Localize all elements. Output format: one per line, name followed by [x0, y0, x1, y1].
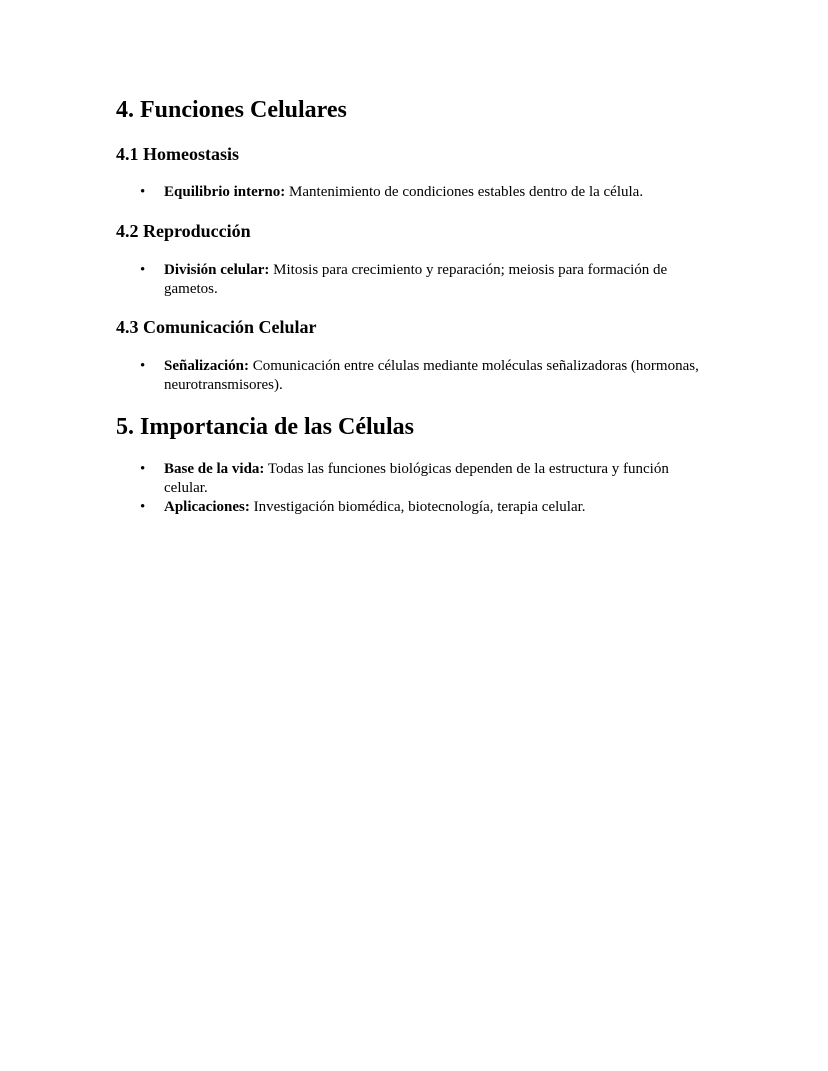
- section-heading: 4. Funciones Celulares: [116, 97, 347, 123]
- bullet-list: [116, 357, 716, 395]
- bullet-icon: •: [140, 358, 146, 374]
- item-text: Todas las funciones biológicas dependen de la estructura y función celular.: [164, 461, 669, 496]
- bullet-list: [116, 183, 716, 202]
- list-item: [116, 460, 716, 498]
- item-text: Mantenimiento de condiciones estables dentro de la célula.: [285, 184, 644, 200]
- item-term: División celular:: [164, 262, 270, 278]
- subsection-heading: 4.1 Homeostasis: [116, 144, 239, 164]
- list-item: [116, 498, 716, 517]
- bullet-icon: •: [140, 262, 146, 278]
- bullet-list: [116, 460, 716, 517]
- section-heading: 5. Importancia de las Células: [116, 414, 415, 440]
- list-item: [116, 183, 716, 202]
- bullet-icon: •: [140, 184, 146, 200]
- bullet-icon: •: [140, 461, 146, 477]
- item-text: Comunicación entre células mediante moléculas señalizadoras (hormonas, neurotransmisores).: [164, 358, 699, 393]
- subsection-heading: 4.2 Reproducción: [116, 221, 251, 241]
- item-term: Equilibrio interno:: [164, 184, 286, 200]
- list-item: [116, 261, 716, 299]
- subsection-heading: 4.3 Comunicación Celular: [116, 317, 317, 337]
- item-text: Mitosis para crecimiento y reparación; meiosis para formación de gametos.: [164, 262, 668, 297]
- item-term: Señalización:: [164, 358, 249, 374]
- bullet-list: [116, 261, 716, 299]
- item-term: Base de la vida:: [164, 461, 265, 477]
- list-item: [116, 357, 716, 395]
- item-term: Aplicaciones:: [164, 499, 250, 515]
- bullet-icon: •: [140, 499, 146, 515]
- item-text: Investigación biomédica, biotecnología, terapia celular.: [249, 499, 586, 515]
